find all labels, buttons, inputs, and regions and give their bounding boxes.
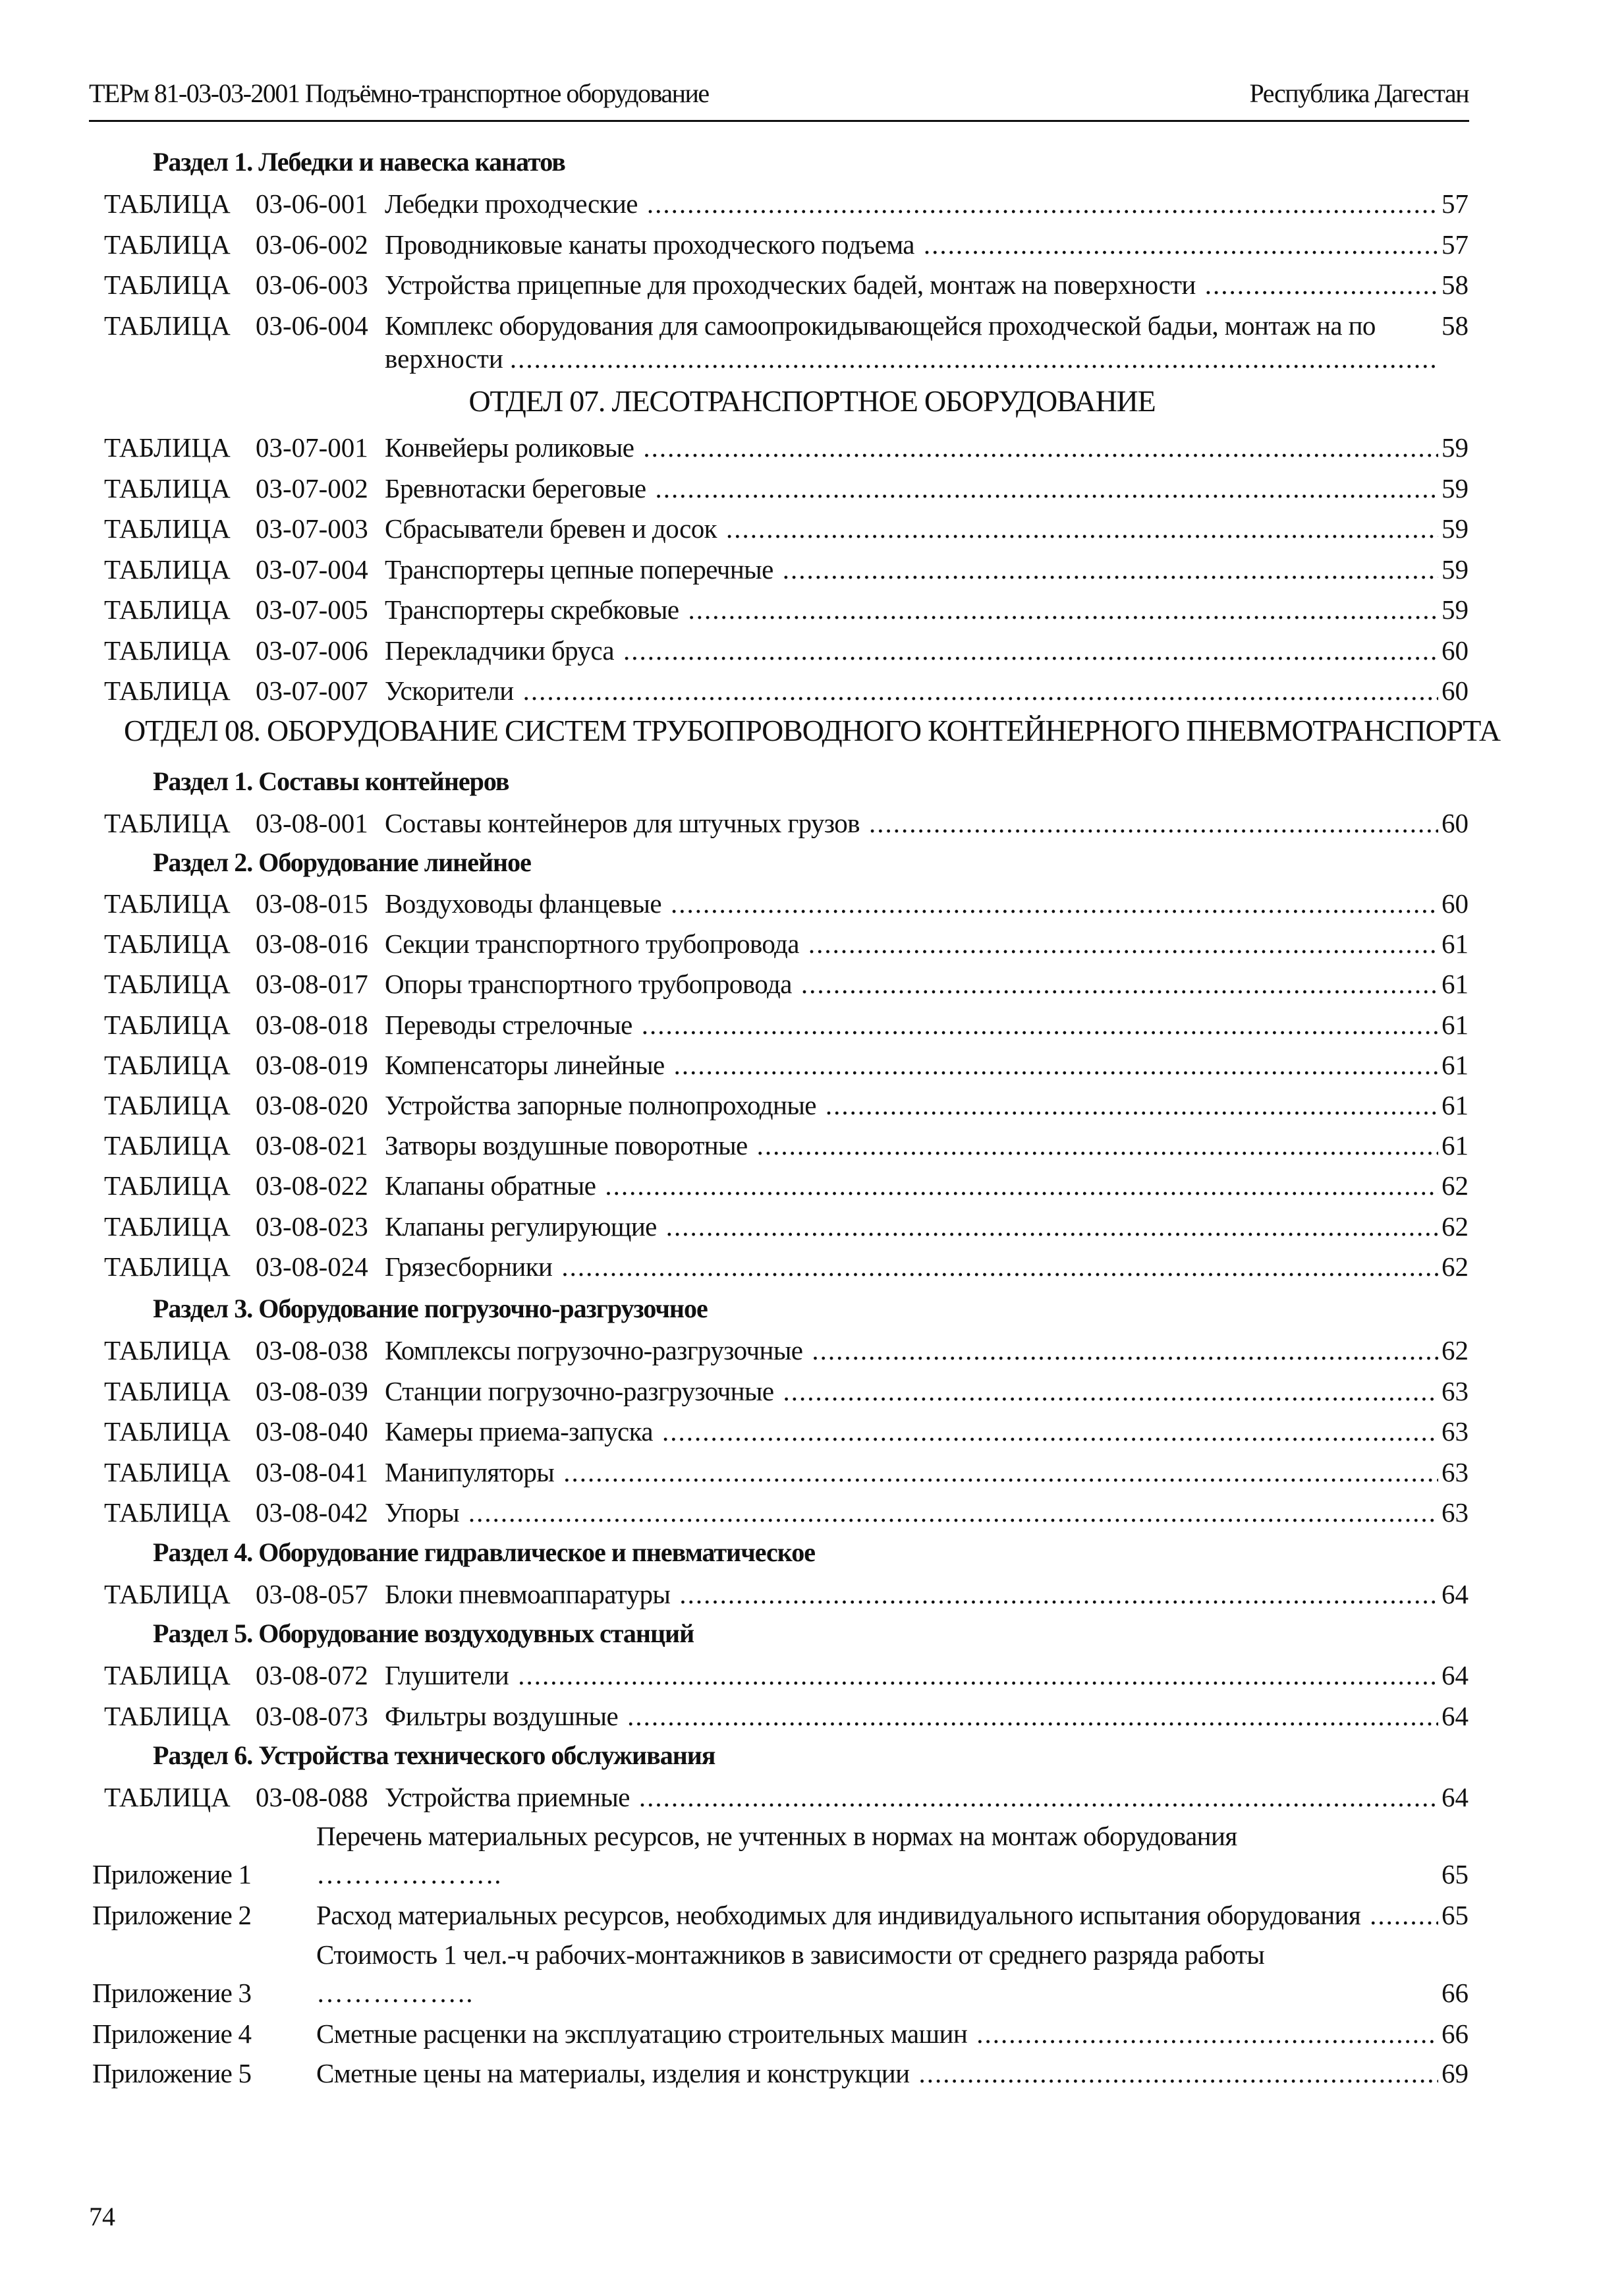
appendix-page: 65 <box>1442 1900 1469 1930</box>
page-ref: 60 <box>1442 635 1469 666</box>
toc-row[interactable] <box>0 269 1624 308</box>
toc-row[interactable] <box>0 188 1624 227</box>
appendix-label: Приложение 5 <box>92 2058 252 2088</box>
dot-leader <box>647 188 1438 219</box>
table-code: 03-08-018 <box>256 1009 368 1040</box>
table-title: Станции погрузочно-разгрузочные <box>385 1375 774 1406</box>
table-title-line <box>385 1049 1438 1081</box>
table-code: 03-06-002 <box>256 229 368 260</box>
table-code: 03-08-073 <box>256 1700 368 1731</box>
table-title: Устройства запорные полнопроходные <box>385 1090 816 1120</box>
dot-leader <box>976 2018 1438 2049</box>
table-title: Бревнотаски береговые <box>385 473 646 503</box>
table-code: 03-08-019 <box>256 1049 368 1080</box>
dot-leader <box>808 928 1438 960</box>
table-title-line <box>385 928 1438 960</box>
dot-leader <box>563 1456 1438 1488</box>
page-ref: 61 <box>1442 1130 1469 1161</box>
toc-row[interactable] <box>0 1781 1624 1821</box>
toc-title-cont-text: верхности <box>385 343 503 374</box>
table-code: 03-07-003 <box>256 513 368 544</box>
table-title-line <box>385 1416 1438 1447</box>
dot-leader: …………….. <box>316 1978 474 2008</box>
page-ref: 62 <box>1442 1211 1469 1242</box>
toc-title-continuation <box>385 343 1438 374</box>
dot-leader <box>919 2057 1439 2089</box>
page-ref: 60 <box>1442 675 1469 706</box>
table-title-line <box>385 1497 1438 1528</box>
header-rule <box>89 120 1469 122</box>
table-title-line <box>385 1089 1438 1121</box>
toc-row[interactable] <box>0 1009 1624 1048</box>
page-ref: 59 <box>1442 432 1469 463</box>
table-code: 03-08-001 <box>256 808 368 838</box>
table-title: Глушители <box>385 1660 509 1690</box>
table-label: ТАБЛИЦА <box>104 675 231 706</box>
table-title-line <box>385 554 1438 585</box>
table-label: ТАБЛИЦА <box>104 1456 231 1487</box>
table-title-line <box>385 1211 1438 1242</box>
page-ref: 62 <box>1442 1335 1469 1365</box>
table-label: ТАБЛИЦА <box>104 888 231 919</box>
dot-leader <box>726 513 1438 544</box>
toc-row[interactable] <box>0 473 1624 512</box>
table-code: 03-08-057 <box>256 1579 368 1609</box>
table-label: ТАБЛИЦА <box>104 229 231 260</box>
table-title-line <box>385 310 1438 341</box>
page-ref: 64 <box>1442 1579 1469 1609</box>
page-ref: 64 <box>1442 1660 1469 1690</box>
table-title: Затворы воздушные поворотные <box>385 1130 748 1161</box>
table-title-line <box>385 594 1438 625</box>
table-title-line <box>385 1700 1438 1732</box>
dot-leader <box>783 554 1438 585</box>
toc-row[interactable] <box>0 807 1624 847</box>
page-ref: 63 <box>1442 1456 1469 1487</box>
toc-row[interactable] <box>0 1211 1624 1250</box>
table-code: 03-07-001 <box>256 432 368 463</box>
dot-leader <box>812 1334 1438 1366</box>
appendix-page: 66 <box>1442 2019 1469 2049</box>
table-label: ТАБЛИЦА <box>104 1009 231 1040</box>
table-title: Транспортеры цепные поперечные <box>385 554 773 585</box>
section-heading: Раздел 1. Лебедки и навеска канатов <box>153 147 565 177</box>
appendix-page: 65 <box>1442 1859 1469 1889</box>
table-code: 03-07-006 <box>256 635 368 666</box>
table-code: 03-08-023 <box>256 1211 368 1242</box>
toc-row[interactable] <box>0 1497 1624 1536</box>
page-ref: 58 <box>1442 310 1469 341</box>
table-title: Компенсаторы линейные <box>385 1049 665 1080</box>
page-ref: 64 <box>1442 1700 1469 1731</box>
table-label: ТАБЛИЦА <box>104 1497 231 1528</box>
table-title: Комплексы погрузочно-разгрузочные <box>385 1335 803 1365</box>
appendix-page: 69 <box>1442 2058 1469 2088</box>
table-label: ТАБЛИЦА <box>104 554 231 585</box>
running-header-title: ТЕРм 81-03-03-2001 Подъёмно-транспортное оборудование <box>89 78 709 108</box>
page-ref: 61 <box>1442 1090 1469 1120</box>
table-code: 03-08-072 <box>256 1660 368 1690</box>
table-code: 03-07-002 <box>256 473 368 503</box>
dot-leader: ……………….. <box>316 1859 503 1889</box>
table-label: ТАБЛИЦА <box>104 1375 231 1406</box>
table-label: ТАБЛИЦА <box>104 513 231 544</box>
table-title: Блоки пневмоаппаратуры <box>385 1579 671 1609</box>
table-label: ТАБЛИЦА <box>104 1049 231 1080</box>
toc-row[interactable] <box>0 229 1624 268</box>
section-heading: Раздел 5. Оборудование воздуходувных станций <box>153 1619 694 1648</box>
table-title-line <box>385 513 1438 544</box>
page-ref: 64 <box>1442 1782 1469 1812</box>
table-label: ТАБЛИЦА <box>104 473 231 503</box>
dot-leader <box>869 807 1438 839</box>
appendix-label: Приложение 4 <box>92 2019 252 2049</box>
table-label: ТАБЛИЦА <box>104 1416 231 1447</box>
table-title: Составы контейнеров для штучных грузов <box>385 808 860 838</box>
table-title: Манипуляторы <box>385 1456 555 1487</box>
table-label: ТАБЛИЦА <box>104 1579 231 1609</box>
dot-leader <box>510 343 1438 374</box>
toc-row[interactable] <box>0 432 1624 471</box>
appendix-label: Приложение 2 <box>92 1900 252 1930</box>
page-ref: 59 <box>1442 594 1469 625</box>
section-heading: Раздел 1. Составы контейнеров <box>153 766 509 796</box>
table-title-line <box>385 473 1438 504</box>
table-title: Опоры транспортного трубопровода <box>385 969 792 1000</box>
table-title: Лебедки проходческие <box>385 188 638 219</box>
toc-row[interactable] <box>0 888 1624 927</box>
toc-row[interactable] <box>0 1130 1624 1169</box>
page-ref: 57 <box>1442 188 1469 219</box>
toc-row[interactable] <box>0 1049 1624 1089</box>
toc-row[interactable] <box>0 1170 1624 1209</box>
table-label: ТАБЛИЦА <box>104 1251 231 1282</box>
appendix-title: Стоимость 1 чел.-ч рабочих-монтажников в зависимости от среднего разряда работы <box>316 1939 1265 1970</box>
table-label: ТАБЛИЦА <box>104 635 231 666</box>
table-title: Сбрасыватели бревен и досок <box>385 513 717 544</box>
table-code: 03-06-001 <box>256 188 368 219</box>
toc-row[interactable] <box>0 675 1624 714</box>
page-ref: 63 <box>1442 1375 1469 1406</box>
appendix-line <box>316 1899 1438 1931</box>
page-ref: 58 <box>1442 270 1469 300</box>
page-ref: 61 <box>1442 1049 1469 1080</box>
table-code: 03-08-041 <box>256 1456 368 1487</box>
dot-leader <box>518 1659 1438 1691</box>
page-ref: 59 <box>1442 473 1469 503</box>
page-ref: 57 <box>1442 229 1469 260</box>
dot-leader <box>679 1578 1438 1610</box>
table-label: ТАБЛИЦА <box>104 1782 231 1812</box>
table-label: ТАБЛИЦА <box>104 1170 231 1201</box>
table-label: ТАБЛИЦА <box>104 1090 231 1120</box>
table-code: 03-06-004 <box>256 310 368 341</box>
page-ref: 61 <box>1442 929 1469 960</box>
table-title: Проводниковые канаты проходческого подъема <box>385 229 914 260</box>
dot-leader <box>639 1781 1438 1813</box>
toc-row[interactable] <box>0 1578 1624 1618</box>
table-title: Перекладчики бруса <box>385 635 615 666</box>
table-label: ТАБЛИЦА <box>104 310 231 341</box>
dot-leader <box>1370 1899 1438 1931</box>
toc-row[interactable] <box>0 1334 1624 1374</box>
table-title: Клапаны регулирующие <box>385 1211 657 1242</box>
table-code: 03-08-015 <box>256 888 368 919</box>
table-title-line <box>385 432 1438 463</box>
section-heading: Раздел 2. Оборудование линейное <box>153 847 531 877</box>
table-code: 03-08-017 <box>256 969 368 1000</box>
table-title: Фильтры воздушные <box>385 1700 619 1731</box>
appendix-label: Приложение 3 <box>92 1978 252 2008</box>
table-title-line <box>385 888 1438 919</box>
dot-leader <box>671 888 1438 919</box>
page-number: 74 <box>89 2202 115 2231</box>
table-code: 03-06-003 <box>256 270 368 300</box>
dot-leader <box>643 432 1438 463</box>
appendix-line <box>316 2018 1438 2049</box>
dot-leader <box>688 594 1438 625</box>
table-label: ТАБЛИЦА <box>104 1335 231 1365</box>
table-code: 03-08-039 <box>256 1375 368 1406</box>
appendix-line <box>316 2057 1438 2089</box>
table-code: 03-07-004 <box>256 554 368 585</box>
toc-row[interactable] <box>0 1416 1624 1455</box>
page-ref: 60 <box>1442 808 1469 838</box>
table-title-line <box>385 1375 1438 1407</box>
page-ref: 59 <box>1442 513 1469 544</box>
table-title-line <box>385 635 1438 666</box>
table-code: 03-08-022 <box>256 1170 368 1201</box>
table-code: 03-08-020 <box>256 1090 368 1120</box>
table-title-line <box>385 269 1438 301</box>
table-title: Камеры приема-запуска <box>385 1416 653 1447</box>
page-ref: 61 <box>1442 969 1469 1000</box>
appendix-page: 66 <box>1442 1978 1469 2008</box>
toc-row[interactable] <box>0 968 1624 1008</box>
dot-leader <box>623 635 1438 666</box>
table-title: Устройства прицепные для проходческих бадей, монтаж на поверхности <box>385 270 1196 300</box>
table-label: ТАБЛИЦА <box>104 594 231 625</box>
table-title-line <box>385 229 1438 260</box>
page-ref: 62 <box>1442 1170 1469 1201</box>
toc-row[interactable] <box>0 1089 1624 1129</box>
appendix-title: Сметные расценки на эксплуатацию строительных машин <box>316 2019 968 2049</box>
toc-row[interactable] <box>0 1375 1624 1415</box>
page-ref: 60 <box>1442 888 1469 919</box>
table-code: 03-08-088 <box>256 1782 368 1812</box>
dot-leader <box>605 1170 1438 1201</box>
table-title-line <box>385 1781 1438 1813</box>
dot-leader <box>757 1130 1438 1161</box>
dot-leader <box>627 1700 1438 1732</box>
table-title-line <box>385 968 1438 1000</box>
toc-row[interactable] <box>0 928 1624 967</box>
table-title-line <box>385 807 1438 839</box>
table-title-line <box>385 1334 1438 1366</box>
table-title-line <box>385 188 1438 219</box>
toc-row[interactable] <box>0 1700 1624 1740</box>
table-title: Устройства приемные <box>385 1782 630 1812</box>
table-label: ТАБЛИЦА <box>104 270 231 300</box>
table-label: ТАБЛИЦА <box>104 188 231 219</box>
department-heading: ОТДЕЛ 07. ЛЕСОТРАНСПОРТНОЕ ОБОРУДОВАНИЕ <box>468 384 1156 418</box>
dot-leader <box>523 675 1438 706</box>
table-code: 03-07-005 <box>256 594 368 625</box>
table-label: ТАБЛИЦА <box>104 432 231 463</box>
table-label: ТАБЛИЦА <box>104 929 231 960</box>
toc-row[interactable] <box>0 1251 1624 1290</box>
dot-leader <box>642 1009 1438 1041</box>
dot-leader <box>826 1089 1438 1121</box>
table-code: 03-08-021 <box>256 1130 368 1161</box>
appendix-title: Перечень материальных ресурсов, не учтенных в нормах на монтаж оборудования <box>316 1821 1237 1851</box>
dot-leader <box>674 1049 1438 1081</box>
page-ref: 63 <box>1442 1497 1469 1528</box>
dot-leader <box>666 1211 1438 1242</box>
dot-leader <box>561 1251 1438 1282</box>
dot-leader <box>1205 269 1438 301</box>
toc-row[interactable] <box>0 635 1624 674</box>
table-title: Транспортеры скребковые <box>385 594 679 625</box>
table-code: 03-08-040 <box>256 1416 368 1447</box>
table-label: ТАБЛИЦА <box>104 1660 231 1690</box>
section-heading: Раздел 4. Оборудование гидравлическое и пневматическое <box>153 1537 816 1567</box>
page-ref: 59 <box>1442 554 1469 585</box>
table-title: Комплекс оборудования для самоопрокидывающейся проходческой бадьи, монтаж на по <box>385 310 1376 341</box>
table-code: 03-08-042 <box>256 1497 368 1528</box>
page-ref: 63 <box>1442 1416 1469 1447</box>
table-title: Клапаны обратные <box>385 1170 596 1201</box>
table-code: 03-08-024 <box>256 1251 368 1282</box>
table-title-line <box>385 1578 1438 1610</box>
dot-leader <box>924 229 1438 260</box>
department-heading: ОТДЕЛ 08. ОБОРУДОВАНИЕ СИСТЕМ ТРУБОПРОВОДНОГО КОНТЕЙНЕРНОГО ПНЕВМОТРАНСПОРТА <box>124 714 1500 747</box>
table-title: Секции транспортного трубопровода <box>385 929 799 960</box>
appendix-title: Сметные цены на материалы, изделия и конструкции <box>316 2058 910 2088</box>
table-title: Воздуховоды фланцевые <box>385 888 661 919</box>
dot-leader <box>468 1497 1438 1528</box>
table-title: Упоры <box>385 1497 459 1528</box>
toc-row[interactable] <box>0 1456 1624 1496</box>
appendix-title: Расход материальных ресурсов, необходимых для индивидуального испытания оборудования <box>316 1900 1361 1930</box>
toc-row[interactable] <box>0 594 1624 633</box>
table-title-line <box>385 1130 1438 1161</box>
toc-row[interactable] <box>0 1659 1624 1699</box>
table-title: Грязесборники <box>385 1251 553 1282</box>
dot-leader <box>662 1416 1438 1447</box>
table-code: 03-08-016 <box>256 929 368 960</box>
toc-row[interactable] <box>0 513 1624 552</box>
toc-row[interactable] <box>0 554 1624 593</box>
dot-leader <box>655 473 1438 504</box>
table-label: ТАБЛИЦА <box>104 969 231 1000</box>
table-title-line <box>385 675 1438 706</box>
table-label: ТАБЛИЦА <box>104 1211 231 1242</box>
table-title: Переводы стрелочные <box>385 1009 632 1040</box>
appendix-label: Приложение 1 <box>92 1859 252 1889</box>
section-heading: Раздел 6. Устройства технического обслуживания <box>153 1740 715 1770</box>
dot-leader <box>783 1375 1438 1407</box>
table-title-line <box>385 1659 1438 1691</box>
table-title: Конвейеры роликовые <box>385 432 634 463</box>
table-title-line <box>385 1009 1438 1041</box>
table-code: 03-07-007 <box>256 675 368 706</box>
table-title-line <box>385 1456 1438 1488</box>
page-ref: 61 <box>1442 1009 1469 1040</box>
table-label: ТАБЛИЦА <box>104 1700 231 1731</box>
section-heading: Раздел 3. Оборудование погрузочно-разгрузочное <box>153 1294 708 1323</box>
table-title-line <box>385 1251 1438 1282</box>
page-ref: 62 <box>1442 1251 1469 1282</box>
table-title-line <box>385 1170 1438 1201</box>
table-title: Ускорители <box>385 675 514 706</box>
running-header-region: Республика Дагестан <box>1249 78 1469 108</box>
dot-leader <box>801 968 1438 1000</box>
table-code: 03-08-038 <box>256 1335 368 1365</box>
table-label: ТАБЛИЦА <box>104 808 231 838</box>
table-label: ТАБЛИЦА <box>104 1130 231 1161</box>
